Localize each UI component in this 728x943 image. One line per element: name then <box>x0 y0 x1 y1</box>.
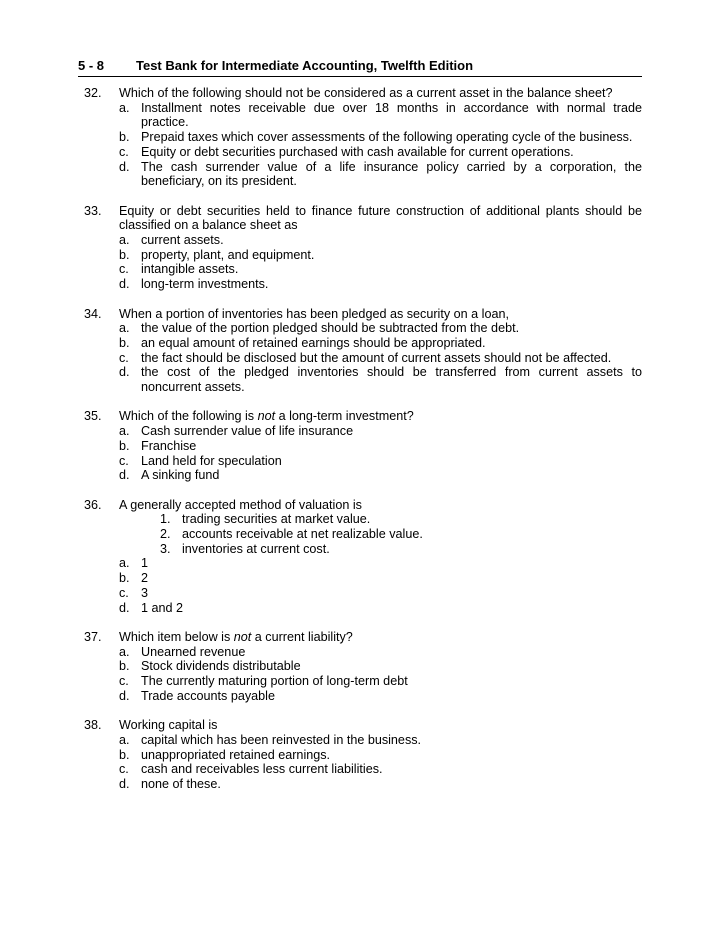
book-title: Test Bank for Intermediate Accounting, Twelfth Edition <box>136 58 474 73</box>
question-35 <box>78 409 642 483</box>
option-letter: a. <box>119 644 130 659</box>
option-letter: d. <box>119 277 130 292</box>
answer-option-a <box>119 321 642 336</box>
question-number: 34. <box>84 306 102 321</box>
option-letter: a. <box>119 233 130 248</box>
option-letter: d. <box>119 776 130 791</box>
option-text: Equity or debt securities purchased with cash available for current operations. <box>141 144 574 159</box>
statement-text: trading securities at market value. <box>182 512 371 527</box>
question-38 <box>78 718 642 792</box>
option-text: unappropriated retained earnings. <box>141 747 331 762</box>
statement-number: 1. <box>160 512 171 527</box>
option-text: Stock dividends distributable <box>141 659 301 674</box>
option-letter: c. <box>119 350 129 365</box>
option-text: long-term investments. <box>141 277 269 292</box>
answer-option-d <box>119 777 642 792</box>
option-text: capital which has been reinvested in the business. <box>141 732 422 747</box>
question-stem: When a portion of inventories has been pledged as security on a loan, <box>119 306 509 321</box>
option-text: cash and receivables less current liabilities. <box>141 762 383 777</box>
question-32 <box>78 86 642 189</box>
answer-option-b <box>119 336 642 351</box>
option-text: Unearned revenue <box>141 644 246 659</box>
answer-option-c <box>119 454 642 469</box>
statement-number: 3. <box>160 541 171 556</box>
answer-option-a <box>119 233 642 248</box>
answer-option-a <box>119 101 642 130</box>
answer-option-d <box>119 468 642 483</box>
answer-option-c <box>119 674 642 689</box>
stem-text: a current liability? <box>251 629 353 644</box>
answer-option-b <box>119 248 642 263</box>
option-text: current assets. <box>141 233 224 248</box>
option-text: 1 <box>141 556 149 571</box>
option-letter: d. <box>119 159 130 174</box>
option-text: Land held for speculation <box>141 453 282 468</box>
option-letter: b. <box>119 438 130 453</box>
statement-1 <box>119 512 642 527</box>
option-letter: a. <box>119 424 130 439</box>
question-number: 33. <box>84 203 102 218</box>
stem-emphasis: not <box>233 629 252 644</box>
option-text: Trade accounts payable <box>141 688 275 703</box>
option-text: the value of the portion pledged should be subtracted from the debt. <box>141 321 520 336</box>
option-text: Installment notes receivable due over 18 months in accordance with normal trade practice. <box>141 100 642 130</box>
question-stem: Which of the following should not be considered as a current asset in the balance sheet? <box>119 86 613 100</box>
question-number: 37. <box>84 629 102 644</box>
option-letter: a. <box>119 556 130 571</box>
answer-option-c <box>119 351 642 366</box>
answer-option-c <box>119 586 642 601</box>
question-stem <box>119 630 642 645</box>
question-33 <box>78 204 642 292</box>
option-letter: c. <box>119 762 129 777</box>
question-number: 35. <box>84 409 102 424</box>
question-stem <box>119 409 642 424</box>
option-text: the fact should be disclosed but the amount of current assets should not be affected. <box>141 350 612 365</box>
option-letter: b. <box>119 659 130 674</box>
page-number: 5 - 8 <box>78 58 105 73</box>
option-letter: d. <box>119 468 130 483</box>
option-text: Franchise <box>141 438 197 453</box>
answer-option-b <box>119 439 642 454</box>
option-text: A sinking fund <box>141 468 220 483</box>
option-text: Cash surrender value of life insurance <box>141 424 354 439</box>
option-letter: d. <box>119 600 130 615</box>
answer-option-a <box>119 645 642 660</box>
answer-option-a <box>119 556 642 571</box>
answer-option-c <box>119 262 642 277</box>
option-letter: c. <box>119 585 129 600</box>
answer-option-d <box>119 160 642 189</box>
option-text: 1 and 2 <box>141 600 184 615</box>
question-number: 32. <box>84 86 102 100</box>
statement-2 <box>119 527 642 542</box>
option-letter: c. <box>119 144 129 159</box>
option-text: an equal amount of retained earnings should be appropriated. <box>141 335 486 350</box>
question-36 <box>78 498 642 616</box>
answer-option-c <box>119 145 642 160</box>
option-letter: b. <box>119 571 130 586</box>
option-letter: a. <box>119 321 130 336</box>
option-text: property, plant, and equipment. <box>141 247 315 262</box>
option-text: The cash surrender value of a life insurance policy carried by a corporation, the beneficiary, on its president. <box>141 159 642 189</box>
option-letter: b. <box>119 335 130 350</box>
option-letter: d. <box>119 365 130 380</box>
option-letter: b. <box>119 747 130 762</box>
option-text: none of these. <box>141 776 221 791</box>
question-37 <box>78 630 642 704</box>
option-text: 3 <box>141 585 149 600</box>
answer-option-a <box>119 424 642 439</box>
question-stem: Equity or debt securities held to finance future construction of additional plants should be classified on a balance sheet as <box>119 203 642 233</box>
stem-emphasis: not <box>257 409 276 424</box>
option-text: 2 <box>141 571 149 586</box>
statement-3 <box>119 542 642 557</box>
stem-text: Which item below is <box>119 629 234 644</box>
answer-option-b <box>119 130 642 145</box>
question-number: 36. <box>84 497 102 512</box>
option-text: the cost of the pledged inventories should be transferred from current assets to noncurrent assets. <box>141 365 642 395</box>
question-number: 38. <box>84 718 102 733</box>
option-text: intangible assets. <box>141 262 239 277</box>
stem-text: a long-term investment? <box>275 409 414 424</box>
statement-text: inventories at current cost. <box>182 541 330 556</box>
option-letter: b. <box>119 247 130 262</box>
answer-option-d <box>119 277 642 292</box>
answer-option-b <box>119 659 642 674</box>
answer-option-a <box>119 733 642 748</box>
question-stem: A generally accepted method of valuation is <box>119 497 362 512</box>
answer-option-b <box>119 571 642 586</box>
statement-number: 2. <box>160 527 171 542</box>
page-header <box>78 56 642 77</box>
option-letter: a. <box>119 732 130 747</box>
option-letter: c. <box>119 674 129 689</box>
option-letter: d. <box>119 688 130 703</box>
question-list <box>78 86 642 806</box>
option-text: Prepaid taxes which cover assessments of the following operating cycle of the business. <box>141 130 633 145</box>
answer-option-c <box>119 762 642 777</box>
answer-option-b <box>119 748 642 763</box>
option-text: The currently maturing portion of long-term debt <box>141 674 408 689</box>
option-letter: c. <box>119 453 129 468</box>
question-34 <box>78 307 642 395</box>
statement-text: accounts receivable at net realizable value. <box>182 527 423 542</box>
answer-option-d <box>119 601 642 616</box>
option-letter: c. <box>119 262 129 277</box>
question-stem: Working capital is <box>119 718 218 733</box>
answer-option-d <box>119 365 642 394</box>
answer-option-d <box>119 689 642 704</box>
stem-text: Which of the following is <box>119 409 258 424</box>
option-letter: a. <box>119 100 130 115</box>
option-letter: b. <box>119 130 130 145</box>
